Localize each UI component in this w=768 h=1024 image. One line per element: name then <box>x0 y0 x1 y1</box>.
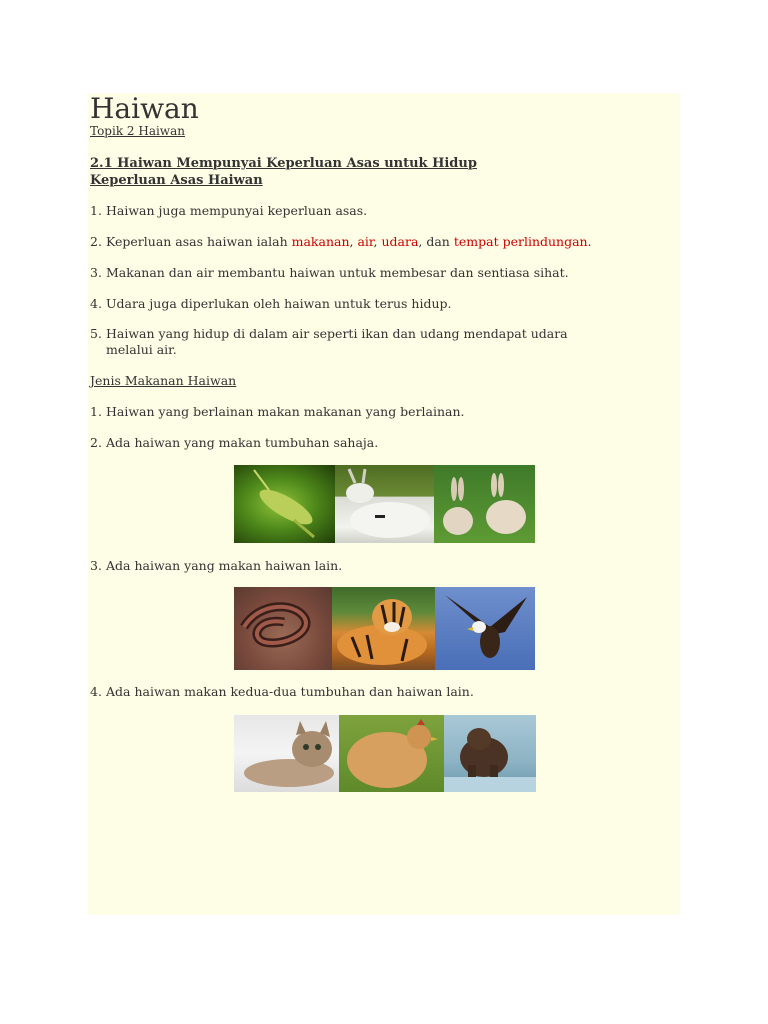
list-number: 2. <box>90 234 102 249</box>
goat-image <box>335 465 434 543</box>
list-number: 1. <box>90 203 102 218</box>
section-heading <box>90 155 477 189</box>
keyword-food: makanan <box>291 234 350 249</box>
list-text: Keperluan asas haiwan ialah <box>106 234 292 249</box>
period: . <box>587 234 592 249</box>
list-item <box>90 558 342 574</box>
cat-image <box>234 715 339 792</box>
list-text: Makanan dan air membantu haiwan untuk membesar dan sentiasa sihat. <box>106 265 569 280</box>
list-item <box>90 203 367 219</box>
list-number: 4. <box>90 296 102 311</box>
hen-image <box>339 715 444 792</box>
list-number: 5. <box>90 326 102 341</box>
list-text: Haiwan yang hidup di dalam air seperti ikan dan udang mendapat udara <box>106 326 568 341</box>
list-item <box>90 404 465 420</box>
keyword-air: udara <box>381 234 419 249</box>
list-number: 3. <box>90 265 102 280</box>
omnivore-images <box>234 715 536 792</box>
conjunction: , dan <box>418 234 454 249</box>
section-heading-title: 2.1 Haiwan Mempunyai Keperluan Asas untuk Hidup <box>90 156 477 171</box>
carnivore-images <box>234 587 535 670</box>
list-number: 2. <box>90 435 102 450</box>
list-text: Ada haiwan makan kedua-dua tumbuhan dan haiwan lain. <box>106 684 474 699</box>
breadcrumb-link[interactable]: Topik 2 Haiwan <box>90 124 185 138</box>
rabbits-image <box>434 465 535 543</box>
snake-image <box>234 587 332 670</box>
list-item <box>90 296 451 312</box>
section-heading-subtitle: Keperluan Asas Haiwan <box>90 173 263 188</box>
list-text: Ada haiwan yang makan haiwan lain. <box>106 558 343 573</box>
separator: , <box>373 234 382 249</box>
food-heading: Jenis Makanan Haiwan <box>90 373 237 388</box>
herbivore-images <box>234 465 535 543</box>
tiger-image <box>332 587 435 670</box>
list-text: Haiwan juga mempunyai keperluan asas. <box>106 203 368 218</box>
eagle-image <box>435 587 535 670</box>
list-text: Haiwan yang berlainan makan makanan yang berlainan. <box>106 404 465 419</box>
document-page <box>88 93 680 915</box>
list-item <box>90 265 569 281</box>
list-item <box>90 684 474 700</box>
list-text: Ada haiwan yang makan tumbuhan sahaja. <box>106 435 379 450</box>
keyword-shelter: tempat perlindungan <box>453 234 588 249</box>
page-title: Haiwan <box>90 92 199 125</box>
list-number: 1. <box>90 404 102 419</box>
bear-image <box>444 715 536 792</box>
grasshopper-image <box>234 465 335 543</box>
list-text-continuation: melalui air. <box>106 342 177 357</box>
keyword-water: air <box>357 234 374 249</box>
separator: , <box>349 234 358 249</box>
list-item <box>90 234 592 250</box>
list-text: Udara juga diperlukan oleh haiwan untuk terus hidup. <box>106 296 452 311</box>
list-number: 4. <box>90 684 102 699</box>
list-number: 3. <box>90 558 102 573</box>
list-item <box>90 435 378 451</box>
list-item <box>90 326 568 358</box>
